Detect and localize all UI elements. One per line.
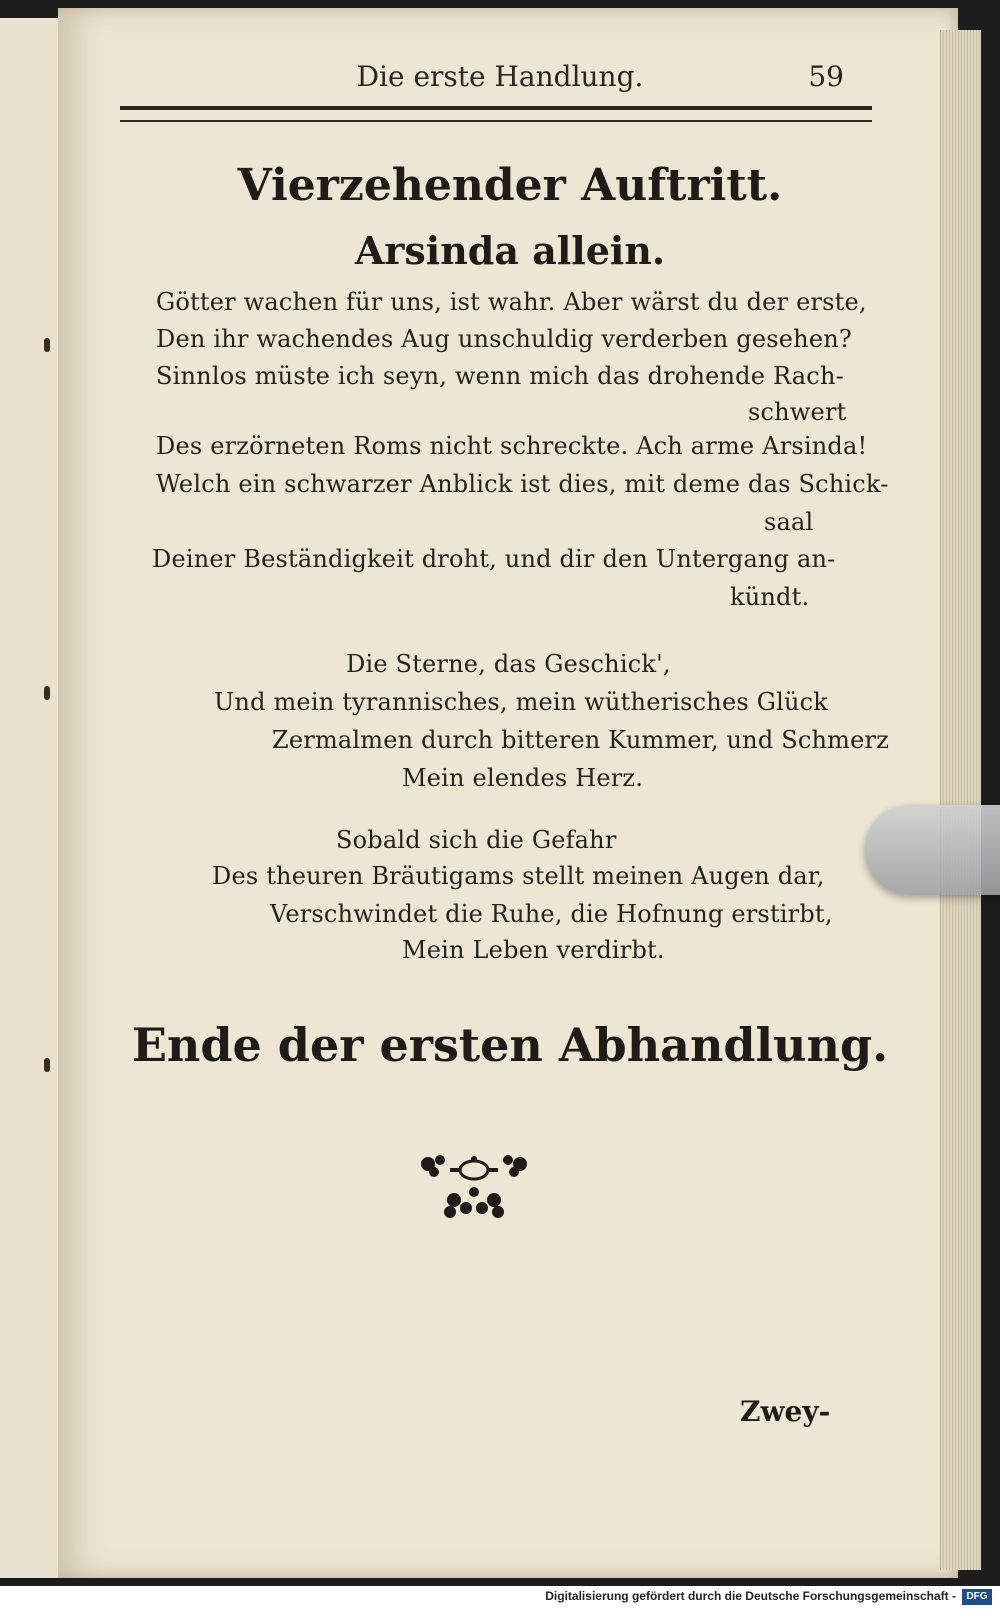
binding-thread [44, 1058, 50, 1072]
catchword: Zwey- [740, 1395, 831, 1428]
verse-line-turnover: schwert [748, 398, 847, 426]
dfg-logo: DFG [962, 1589, 992, 1605]
aria-line: Sobald sich die Gefahr [336, 826, 617, 854]
aria-line: Mein Leben verdirbt. [402, 936, 665, 964]
running-title: Die erste Handlung. [356, 60, 644, 93]
verse-line: Sinnlos müste ich seyn, wenn mich das drohende Rach- [156, 362, 844, 390]
aria-line: Des theuren Bräutigams stellt meinen Augen dar, [212, 862, 825, 890]
verse-line: Deiner Beständigkeit droht, und dir den Untergang an- [152, 545, 836, 573]
act-end-title: Ende der ersten Abhandlung. [131, 1018, 889, 1072]
binding-thread [44, 338, 50, 352]
footer-bar [0, 1586, 1000, 1610]
fleuron-ornament-icon [414, 1150, 534, 1230]
aria-line: Mein elendes Herz. [402, 764, 644, 792]
verse-line: Götter wachen für uns, ist wahr. Aber wärst du der erste, [156, 288, 867, 316]
page-number: 59 [808, 60, 844, 93]
character-heading: Arsinda allein. [354, 228, 666, 273]
aria-line: Und mein tyrannisches, mein wütherisches Glück [214, 688, 828, 716]
aria-line: Zermalmen durch bitteren Kummer, und Schmerz [272, 726, 890, 754]
facing-page-edge [0, 18, 60, 1578]
verse-line-turnover: kündt. [730, 583, 810, 611]
scene-title: Vierzehender Auftritt. [237, 160, 783, 211]
verse-line: Des erzörneten Roms nicht schreckte. Ach arme Arsinda! [156, 432, 868, 460]
verse-line: Welch ein schwarzer Anblick ist dies, mit deme das Schick- [156, 470, 889, 498]
header-rule [120, 106, 872, 122]
page-clip [865, 805, 1000, 895]
aria-line: Die Sterne, das Geschick', [346, 650, 671, 678]
verse-line: Den ihr wachendes Aug unschuldig verderben gesehen? [156, 325, 852, 353]
verse-line-turnover: saal [764, 508, 814, 536]
running-header [120, 60, 880, 96]
binding-thread [44, 686, 50, 700]
aria-line: Verschwindet die Ruhe, die Hofnung erstirbt, [270, 900, 833, 928]
funding-notice: Digitalisierung gefördert durch die Deutsche Forschungsgemeinschaft - [545, 1589, 956, 1603]
